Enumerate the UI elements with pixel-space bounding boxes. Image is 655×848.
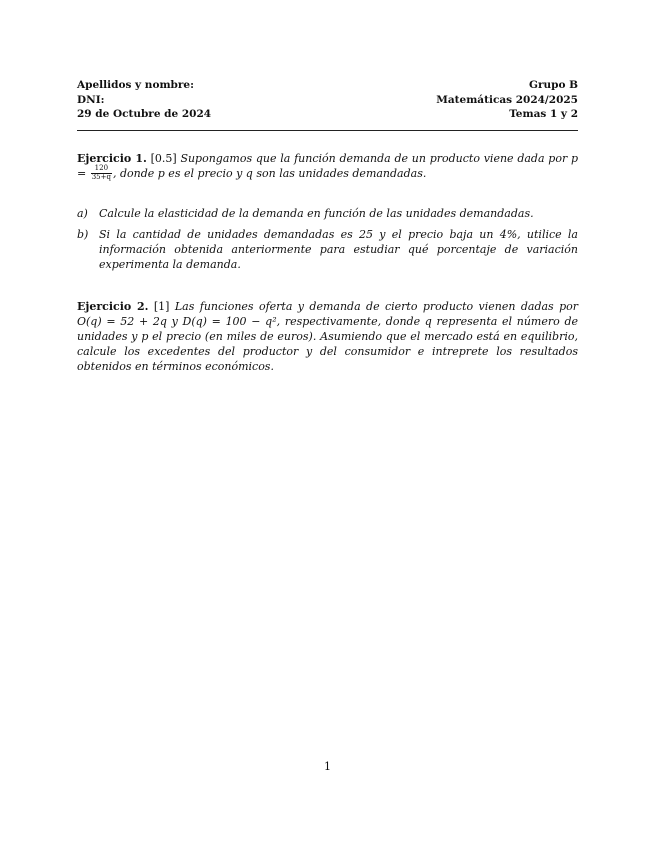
document-header: [77, 78, 578, 122]
item-b-label: b): [77, 228, 89, 241]
name-label: Apellidos y nombre:: [77, 79, 194, 91]
exercise-1-title: Ejercicio 1.: [77, 152, 147, 165]
exercise-1-text-after: , donde p es el precio y q son las unidades demandadas.: [112, 167, 427, 180]
exercise-2-text: Las funciones oferta y demanda de cierto producto vienen dadas por O(q) = 52 + 2q y D(q) = 100 − q², respectivamente, donde q representa el número de unidades y p el precio (en miles de euros). Asumiendo que el mercado está en equilibrio, calcule los excedentes del productor y del consumidor e intreprete los resultados obtenidos en términos económicos.: [77, 300, 579, 373]
topics-label: Temas 1 y 2: [509, 108, 578, 120]
exercise-1: [77, 151, 578, 182]
exam-date: 29 de Octubre de 2024: [77, 108, 212, 120]
course-label: Matemáticas 2024/2025: [436, 93, 578, 106]
fraction-numerator: 120: [91, 165, 112, 174]
list-item: [77, 227, 578, 272]
item-a-label: a): [77, 207, 88, 220]
exercise-1-text-before: Supongamos que la función demanda de un producto viene dada por p =: [77, 152, 578, 180]
dni-label: DNI:: [77, 93, 105, 106]
page-number: 1: [324, 760, 331, 773]
header-divider: [77, 130, 578, 131]
fraction-denominator: 35+q: [91, 172, 111, 181]
exercise-1-items: [77, 206, 578, 278]
exercise-2: [77, 299, 578, 374]
exercise-2-title: Ejercicio 2.: [77, 300, 149, 313]
list-item: [77, 206, 578, 221]
item-b-text: Si la cantidad de unidades demandadas es 25 y el precio baja un 4%, utilice la información obtenida anteriormente para estudiar qué porcentaje de variación experimenta la demanda.: [99, 228, 578, 271]
group-label: Grupo B: [528, 79, 578, 91]
exercise-2-points: [1]: [153, 300, 170, 313]
demand-fraction: [91, 165, 112, 181]
exercise-1-points: [0.5]: [150, 152, 177, 165]
item-a-text: Calcule la elasticidad de la demanda en función de las unidades demandadas.: [99, 207, 534, 220]
